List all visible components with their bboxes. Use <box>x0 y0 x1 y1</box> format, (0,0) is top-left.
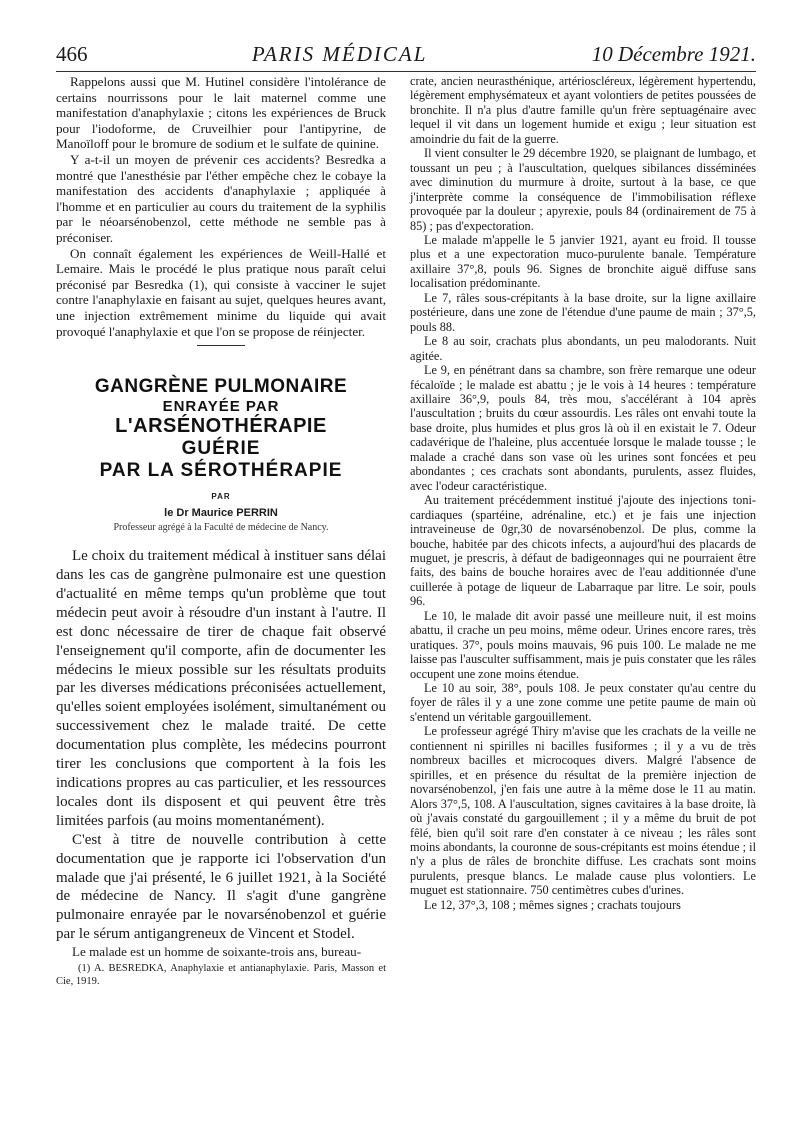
left-column <box>56 74 386 988</box>
journal-title: PARIS MÉDICAL <box>251 42 428 66</box>
section-separator <box>197 345 245 346</box>
paragraph: Le 7, râles sous-crépitants à la base droite, sur la ligne axillaire postérieure, dans une zone de l'étendue d'une paume de main ; 37°,5, pouls 88. <box>410 290 756 334</box>
paragraph: Il vient consulter le 29 décembre 1920, se plaignant de lumbago, et toussant un peu ; à l'auscultation, quelques sibilances disséminées avec diminution du murmure à droite, surtout à la base, ce que j'interprète comme la conséquence de l'immobilisation réflexe provoquée par la douleur ; apyrexie, pouls 84 (ordinairement de 75 à 85) ; pas d'expectoration. <box>410 146 756 233</box>
footnote-text: A. BESREDKA, Anaphylaxie et antianaphylaxie. Paris, Masson et Cie, 1919. <box>56 963 387 988</box>
title-line: ENRAYÉE PAR <box>162 398 280 416</box>
title-line: GANGRÈNE PULMONAIRE <box>94 376 348 398</box>
footnote-number: (1) <box>78 963 91 975</box>
paragraph: Le choix du traitement médical à instituer sans délai dans les cas de gangrène pulmonaire est une question d'actualité en même temps qu'un problème que tout médecin peut avoir à résoudre d'un instant à l'autre. Il est donc nécessaire de tirer de chaque fait observé l'enseignement qu'il comporte, afin de documenter les médecins le mieux possible sur les résultats produits par les diverses médications préconisées actuellement, qu'elles soient employées isolément, simultanément ou successivement chez le malade traité. De cette documentation plus complète, les médecins pourront tirer les conclusions que comportent à la fois les indications propres au cas particulier, et les ressources locales dont ils disposent et qui peuvent être très limitées parfois (au moins momentanément). <box>56 548 386 829</box>
author-affiliation: Professeur agrégé à la Faculté de médecine de Nancy. <box>113 522 329 534</box>
page-number: 466 <box>56 42 88 66</box>
right-column <box>410 74 756 912</box>
paragraph: Le malade m'appelle le 5 janvier 1921, ayant eu froid. Il tousse plus et a une expectoration muco-purulente banale. Température axillaire 37°,8, pouls 96. Signes de bronchite aiguë diffuse sans localisation prédominante. <box>410 232 756 291</box>
running-header <box>56 38 756 72</box>
paragraph: Le 8 au soir, crachats plus abondants, un peu malodorants. Nuit agitée. <box>410 334 756 363</box>
paragraph: C'est à titre de nouvelle contribution à cette documentation que je rapporte ici l'observation d'un malade que j'ai présenté, le 6 juillet 1921, à la Société de médecine de Nancy. Il s'agit d'une gangrène pulmonaire enrayée par le novarsénobenzol et guérie par le sérum antigangreneux de Vincent et Stodel. <box>56 831 386 943</box>
paragraph: Y a-t-il un moyen de prévenir ces accidents? Besredka a montré que l'anesthésie par l'éther empêche chez le cobaye la manifestation des accidents d'anaphylaxie ; appliquée à l'homme et en particulier au cours du traitement de la syphilis par le néoarsénobenzol, cette méthode ne semble pas à préconiser. <box>56 151 386 245</box>
title-line: PAR LA SÉROTHÉRAPIE <box>99 460 343 482</box>
paragraph: Le 10, le malade dit avoir passé une meilleure nuit, il est moins abattu, il crache un peu moins, même odeur. Urines encore rares, très uratiques. 37°, pouls moins mauvais, 96 puis 100. Le malade ne me laisse pas l'ausculter suffisamment, mais je puis constater que les râles occupent une zone moins étendue. <box>410 608 756 681</box>
paragraph: Le 9, en pénétrant dans sa chambre, son frère remarque une odeur fécaloïde ; le malade est abattu ; je le vois à 14 heures : température axillaire 36°,9, pouls 84, très mou, s'accélérant à 104 après l'auscultation ; bruits du cœur assourdis. Les râles ont envahi toute la base droite, plus humides et plus gros là où il en existait le 7. Odeur cadavérique de l'haleine, plus accentuée lorsque le malade tousse ; le malade a craché dans son vase où les urines sont foncées et peu abondantes ; ces crachats sont abondants, purulents, assez fluides, avec l'odeur caractéristique. <box>410 363 756 493</box>
paragraph: Le 12, 37°,3, 108 ; mêmes signes ; crachats toujours <box>424 897 681 912</box>
paragraph: Le professeur agrégé Thiry m'avise que les crachats de la veille ne contiennent ni spirilles ni bacilles fusiformes ; il y a vu de très nombreux bacilles et microcoques divers. Malgré l'absence de spirilles, et en présence du résultat de la première injection de novarsénobenzol, j'en fais une autre à la même dose le 11 au matin. Alors 37°,5, 108. A l'auscultation, signes cavitaires à la base droite, là où j'avais constaté du gargouillement ; il y a même du bruit de pot fêlé, bien qu'il soit rare d'en constater à ce niveau ; les râles sont moins abondants, la couronne de sous-crépitants est moins étendue ; il n'y a plus de râles de bronchite diffuse. Les crachats sont moins purulents, presque blancs. Le malade cause plus volontiers. Le muguet est stationnaire. 750 centimètres cubes d'urines. <box>410 724 756 898</box>
author-name: le Dr Maurice PERRIN <box>164 507 278 520</box>
paragraph: Rappelons aussi que M. Hutinel considère l'intolérance de certains nourrissons pour le lait maternel comme une manifestation d'anaphylaxie ; citons les expériences de Bruck pour l'iodoforme, de Cruveilhier pour l'antipyrine, de Manoïloff pour le bromure de sodium et le sulfate de quinine. <box>56 74 386 152</box>
byline-par: PAR <box>211 492 231 502</box>
article-body <box>56 547 386 960</box>
paragraph: Le malade est un homme de soixante-trois ans, bureau- <box>72 944 362 960</box>
paragraph: crate, ancien neurasthénique, artérioscléreux, légèrement hypertendu, légèrement emphysémateux et ayant volontiers de petites poussées de bronchite. Il n'a plus d'autre famille qu'un frère septuagénaire avec lequel il vit dans un logement humide et exigu ; leur situation est amoindrie du fait de la guerre. <box>410 74 756 146</box>
byline <box>56 492 386 533</box>
paragraph: Le 10 au soir, 38°, pouls 108. Je peux constater qu'au centre du foyer de râles il y a une zone comme une petite paume de main où s'entend un véritable gargouillement. <box>410 681 756 724</box>
paragraph: On connaît également les expériences de Weill-Hallé et Lemaire. Mais le procédé le plus pratique nous paraît celui préconisé par Besredka (1), qui consiste à vacciner le sujet contre l'anaphylaxie en faisant au sujet, quelques heures avant, une injection extrêmement minime du liquide qui avait provoqué l'anaphylaxie et que l'on se propose de réinjecter. <box>56 245 386 339</box>
issue-date: 10 Décembre 1921. <box>591 42 756 66</box>
title-line: L'ARSÉNOTHÉRAPIE <box>115 415 327 438</box>
footnote <box>56 962 386 988</box>
title-line: GUÉRIE <box>181 438 261 460</box>
paragraph: Au traitement précédemment institué j'ajoute des injections toni-cardiaques (spartéine, adrénaline, etc.) et je fais une injection intraveineuse de 0gr,30 de novarsénobenzol. De plus, comme la bouche, habitée par des chicots infects, a aujourd'hui des placards de muguet, je prescris, à défaut de badigeonnages qui ne pourraient être faits, des bains de bouche horaires avec de l'eau additionnée d'une cuillerée à potage de liqueur de Labarraque par litre. Le soir, pouls 96. <box>410 493 756 609</box>
article-title <box>56 376 386 482</box>
